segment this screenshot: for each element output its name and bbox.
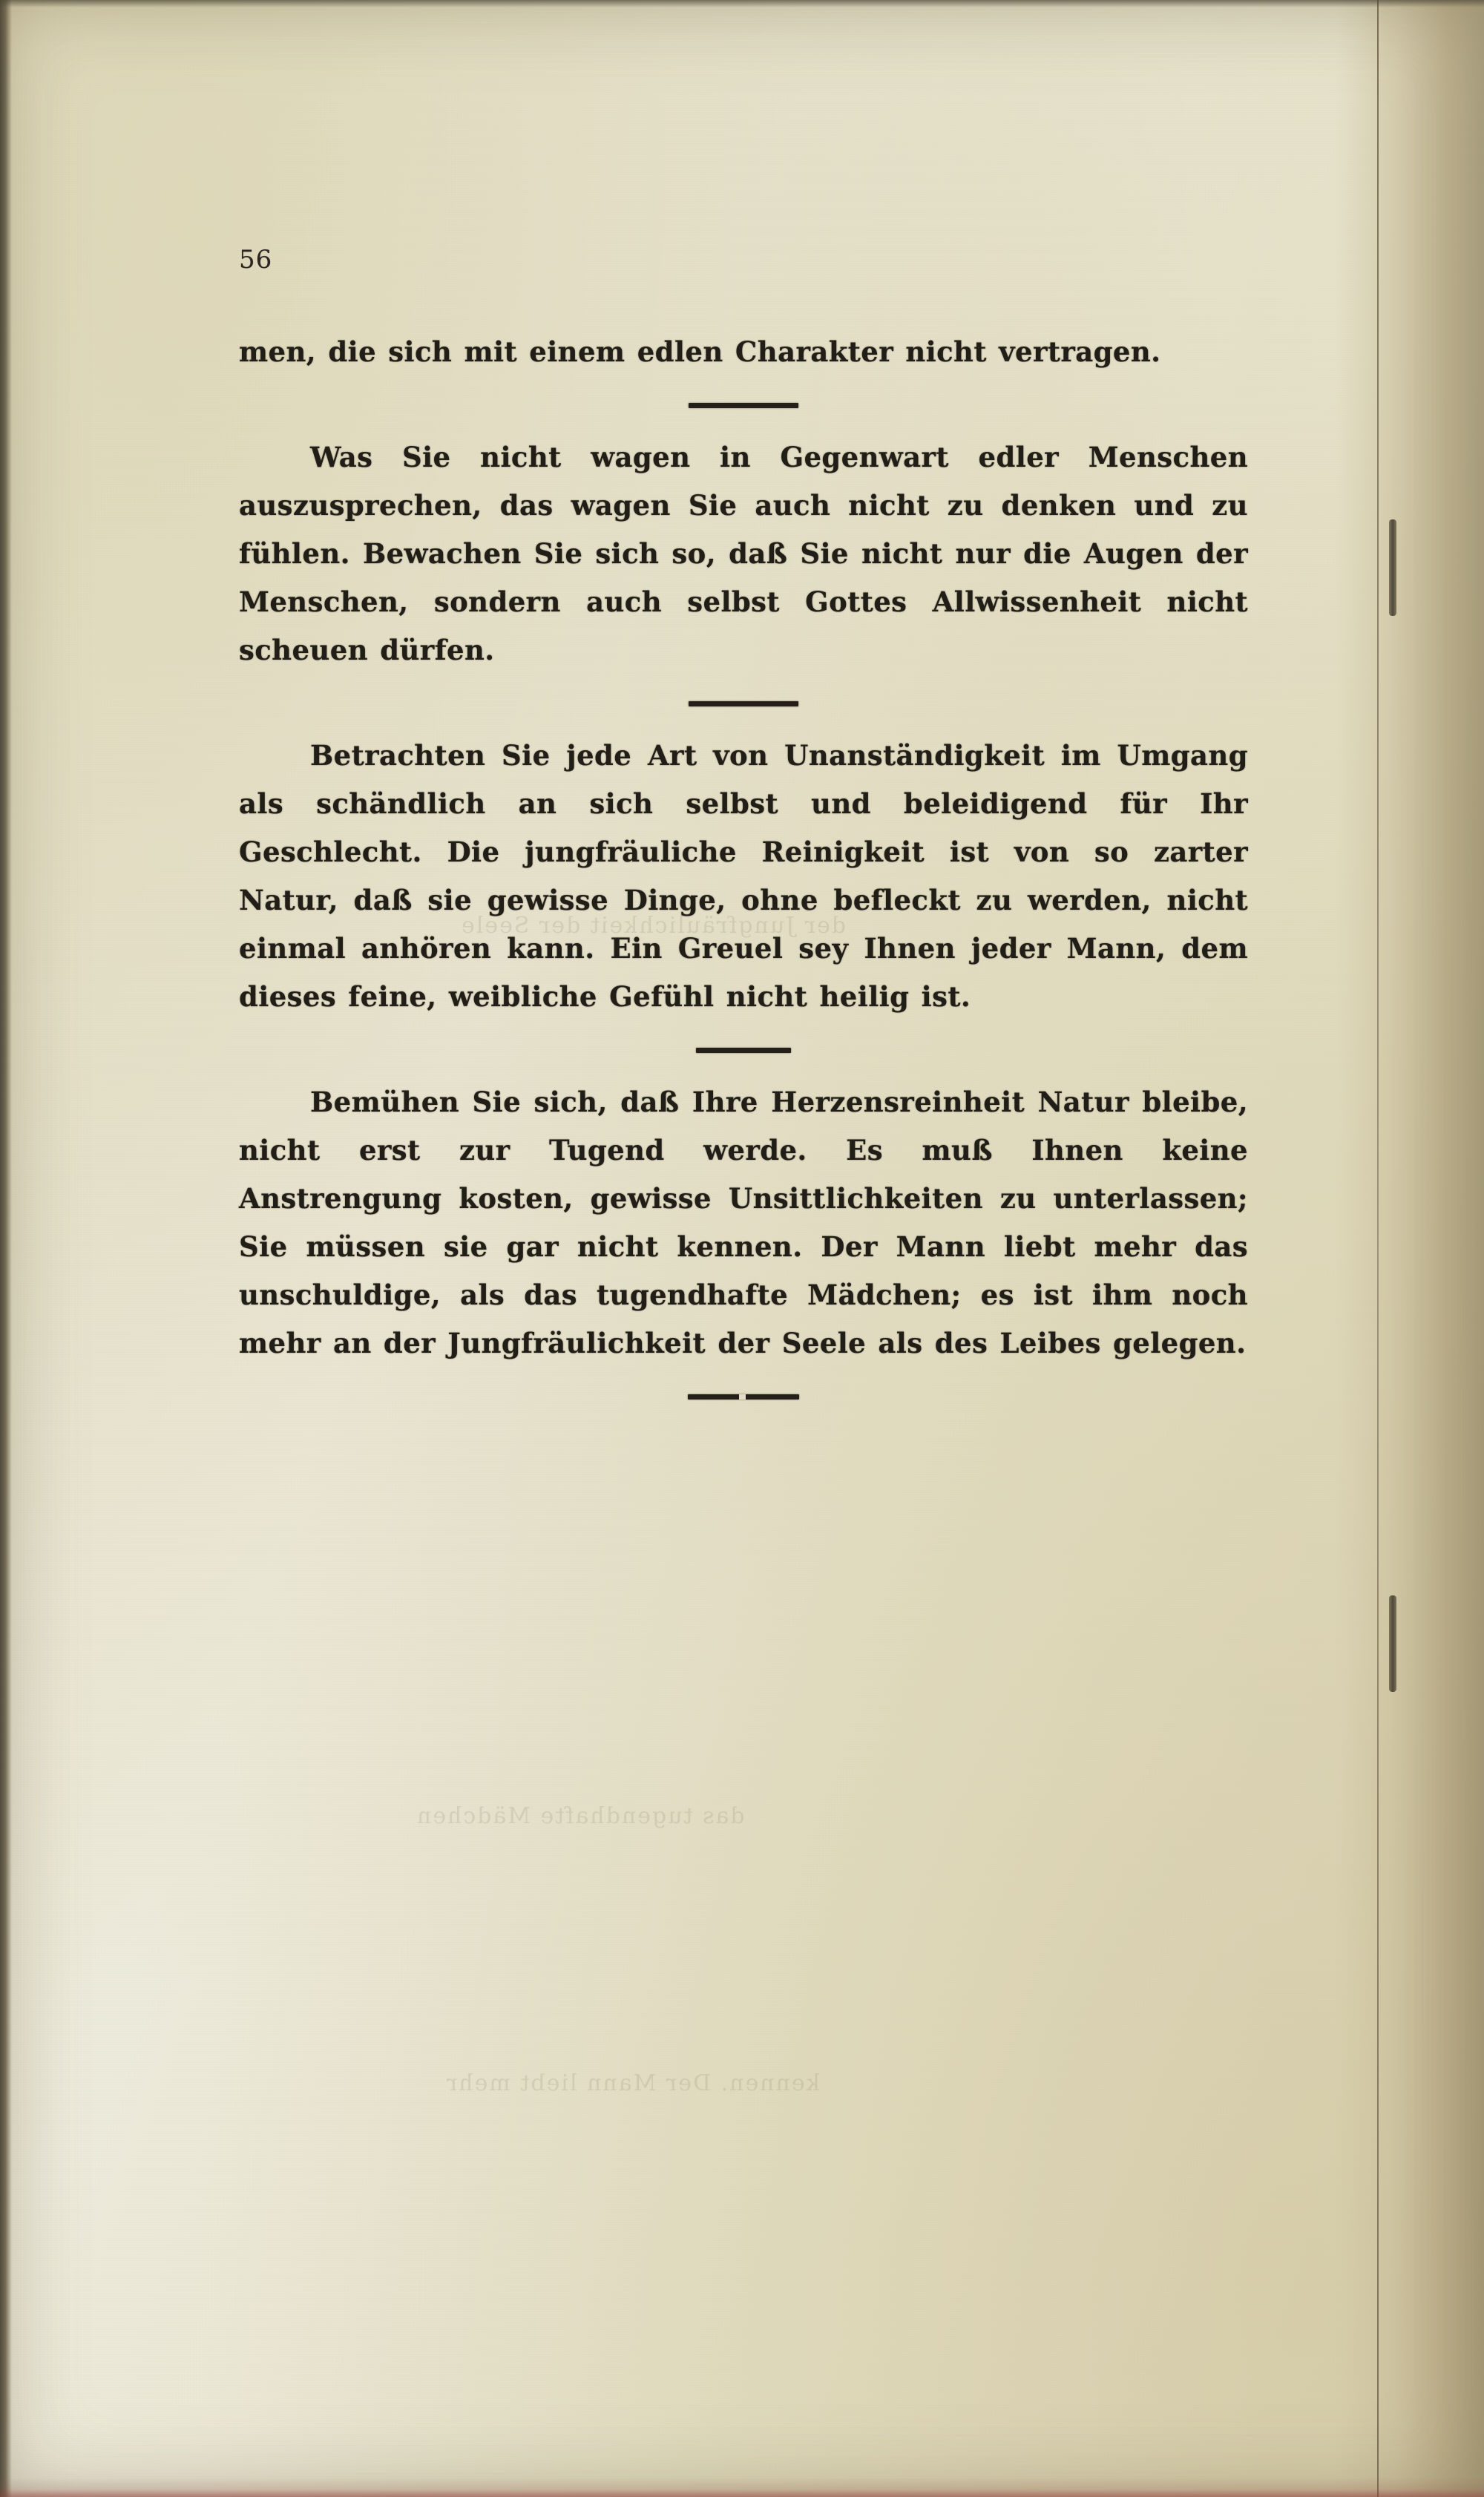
binding-clip-bottom <box>1389 1595 1396 1692</box>
scan-edge-bottom <box>0 2478 1484 2497</box>
gutter-fold-line <box>1377 0 1379 2497</box>
divider-rule <box>688 1394 799 1400</box>
divider-rule <box>696 1048 791 1053</box>
paragraph-3 <box>239 732 1248 1021</box>
section-divider-2 <box>239 701 1248 706</box>
section-divider-4 <box>239 1394 1248 1400</box>
scan-edge-left <box>0 0 12 2497</box>
divider-rule <box>689 403 798 408</box>
showthrough-line: kennen. Der Mann liebt mehr <box>445 2070 820 2096</box>
text-column <box>239 245 1248 1425</box>
showthrough-line: der Jungfräulichkeit der Seele <box>460 913 847 939</box>
binding-gutter <box>1336 0 1484 2497</box>
paragraph-1 <box>239 328 1248 376</box>
section-divider-3 <box>239 1048 1248 1053</box>
paragraph-4-text: Bemühen Sie sich, daß Ihre Herzensreinheit Natur bleibe, nicht erst zur Tugend werde. Es muß Ihnen keine Anstrengung kosten, gewisse Unsittlichkeiten zu unterlassen; Sie müssen sie gar nicht kennen. Der Mann liebt mehr das unschuldige, als das tugendhafte Mädchen; es ist ihm noch mehr an der Jungfräulichkeit der Seele als des Leibes gelegen. <box>239 1086 1248 1359</box>
page-number: 56 <box>239 245 273 275</box>
binding-clip-top <box>1389 519 1396 616</box>
paragraph-2 <box>239 433 1248 675</box>
scan-edge-top <box>0 0 1484 7</box>
paragraph-3-text: Betrachten Sie jede Art von Unanständigkeit im Umgang als schändlich an sich selbst und beleidigend für Ihr Geschlecht. Die jungfräuliche Reinigkeit ist von so zarter Natur, daß sie gewisse Dinge, ohne befleckt zu werden, nicht einmal anhören kann. Ein Greuel sey Ihnen jeder Mann, dem dieses feine, weibliche Gefühl nicht heilig ist. <box>239 739 1248 1013</box>
showthrough-line: das tugendhafte Mädchen <box>416 1803 745 1829</box>
paragraph-1-text: men, die sich mit einem edlen Charakter nicht vertragen. <box>239 335 1161 368</box>
section-divider-1 <box>239 403 1248 408</box>
divider-rule <box>689 701 798 706</box>
paragraph-4 <box>239 1078 1248 1368</box>
paragraph-2-text: Was Sie nicht wagen in Gegenwart edler Menschen auszusprechen, das wagen Sie auch nicht zu denken und zu fühlen. Bewachen Sie sich so, daß Sie nicht nur die Augen der Menschen, sondern auch selbst Gottes Allwissenheit nicht scheuen dürfen. <box>239 441 1248 666</box>
